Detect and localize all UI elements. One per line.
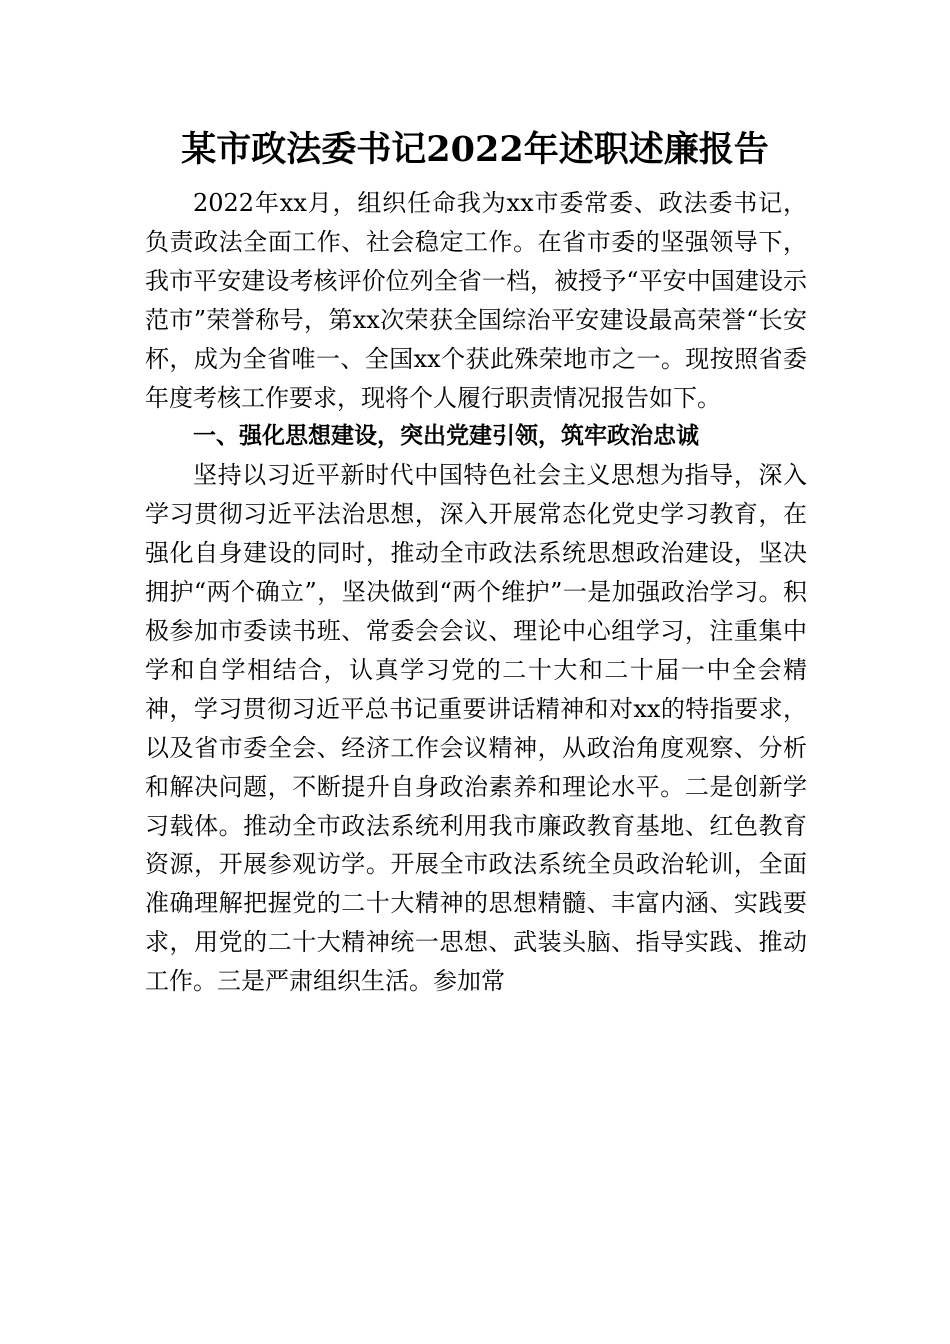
- document-body: [145, 184, 807, 1001]
- section-heading: 一、强化思想建设，突出党建引领，筑牢政治忠诚: [193, 423, 699, 450]
- document-title: 某市政法委书记2022年述职述廉报告: [181, 129, 769, 170]
- section-paragraph: 坚持以习近平新时代中国特色社会主义思想为指导，深入学习贯彻习近平法治思想，深入开展常态化党史学习教育，在强化自身建设的同时，推动全市政法系统思想政治建设，坚决拥护“两个确立”，坚决做到“两个维护”一是加强政治学习。积极参加市委读书班、常委会会议、理论中心组学习，注重集中学和自学相结合，认真学习党的二十大和二十届一中全会精神，学习贯彻习近平总书记重要讲话精神和对xx的特指要求，以及省市委全会、经济工作会议精神，从政治角度观察、分析和解决问题，不断提升自身政治素养和理论水平。二是创新学习载体。推动全市政法系统利用我市廉政教育基地、红色教育资源，开展参观访学。开展全市政法系统全员政治轮训，全面准确理解把握党的二十大精神的思想精髓、丰富内涵、实践要求，用党的二十大精神统一思想、武装头脑、指导实践、推动工作。三是严肃组织生活。参加常: [145, 461, 807, 996]
- intro-paragraph: 2022年xx月，组织任命我为xx市委常委、政法委书记，负责政法全面工作、社会稳定工作。在省市委的坚强领导下，我市平安建设考核评价位列全省一档，被授予“平安中国建设示范市”荣誉称号，第xx次荣获全国综治平安建设最高荣誉“长安杯，成为全省唯一、全国xx个获此殊荣地市之一。现按照省委年度考核工作要求，现将个人履行职责情况报告如下。: [145, 189, 807, 412]
